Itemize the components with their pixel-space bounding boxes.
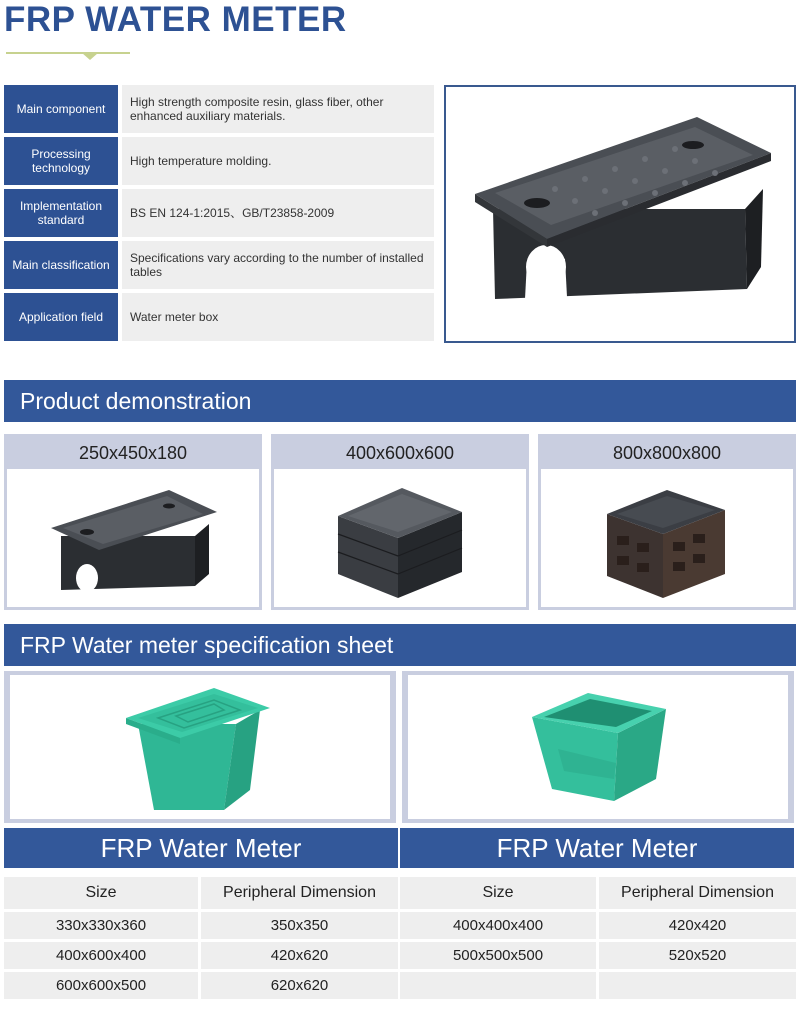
demo-product-image	[7, 469, 259, 607]
table-cell: 620x620	[201, 972, 398, 999]
product-demonstration-heading: Product demonstration	[4, 380, 796, 422]
title-chevron	[82, 53, 98, 60]
frp-meter-open-image	[408, 675, 788, 819]
table-cell: 420x420	[599, 912, 796, 939]
spec-row	[4, 85, 434, 133]
column-header-size: Size	[400, 877, 596, 909]
table-cell: 350x350	[201, 912, 398, 939]
spec-row	[4, 137, 434, 185]
column-header-peripheral: Peripheral Dimension	[201, 877, 398, 909]
table-cell: 400x600x400	[4, 942, 198, 969]
frp-green-box-open-illustration	[518, 683, 678, 811]
model-name-bar: FRP Water Meter	[4, 828, 398, 868]
spec-row	[4, 293, 434, 341]
meter-box-medium-illustration	[330, 476, 470, 601]
frp-green-box-with-lid-illustration	[120, 678, 280, 816]
table-cell: 400x400x400	[400, 912, 596, 939]
table-cell: 520x520	[599, 942, 796, 969]
spec-table	[4, 85, 434, 345]
spec-value: BS EN 124-1:2015、GB/T23858-2009	[122, 189, 434, 237]
spec-row	[4, 189, 434, 237]
spec-label: Application field	[4, 293, 118, 341]
spec-value: Water meter box	[122, 293, 434, 341]
page-title: FRP WATER METER	[4, 0, 347, 39]
spec-label: Main classification	[4, 241, 118, 289]
meter-box-small-illustration	[43, 478, 223, 598]
demo-card	[271, 434, 529, 610]
spec-label: Main component	[4, 85, 118, 133]
meter-box-large-illustration	[597, 476, 737, 601]
title-underline	[6, 52, 130, 54]
demo-size-label: 800x800x800	[612, 442, 722, 463]
spec-value: High strength composite resin, glass fiber, other enhanced auxiliary materials.	[122, 85, 434, 133]
hero-product-image	[444, 85, 796, 343]
demo-product-image	[274, 469, 526, 607]
column-header-size: Size	[4, 877, 198, 909]
demo-size-label: 400x600x600	[345, 442, 455, 463]
table-cell: 500x500x500	[400, 942, 596, 969]
frp-meter-with-lid-image	[10, 675, 390, 819]
sheet-product-card	[4, 671, 396, 823]
column-header-peripheral: Peripheral Dimension	[599, 877, 796, 909]
demo-size-label: 250x450x180	[78, 442, 188, 463]
spec-value: Specifications vary according to the number of installed tables	[122, 241, 434, 289]
table-cell: 330x330x360	[4, 912, 198, 939]
meter-box-black-illustration	[455, 99, 785, 329]
demo-card	[538, 434, 796, 610]
table-cell: 600x600x500	[4, 972, 198, 999]
spec-row	[4, 241, 434, 289]
spec-value: High temperature molding.	[122, 137, 434, 185]
specification-sheet-heading: FRP Water meter specification sheet	[4, 624, 796, 666]
sheet-product-card	[402, 671, 794, 823]
table-cell: 420x620	[201, 942, 398, 969]
spec-label: Processing technology	[4, 137, 118, 185]
spec-label: Implementation standard	[4, 189, 118, 237]
table-cell	[400, 972, 596, 999]
demo-card	[4, 434, 262, 610]
table-cell	[599, 972, 796, 999]
model-name-bar: FRP Water Meter	[400, 828, 794, 868]
demo-product-image	[541, 469, 793, 607]
